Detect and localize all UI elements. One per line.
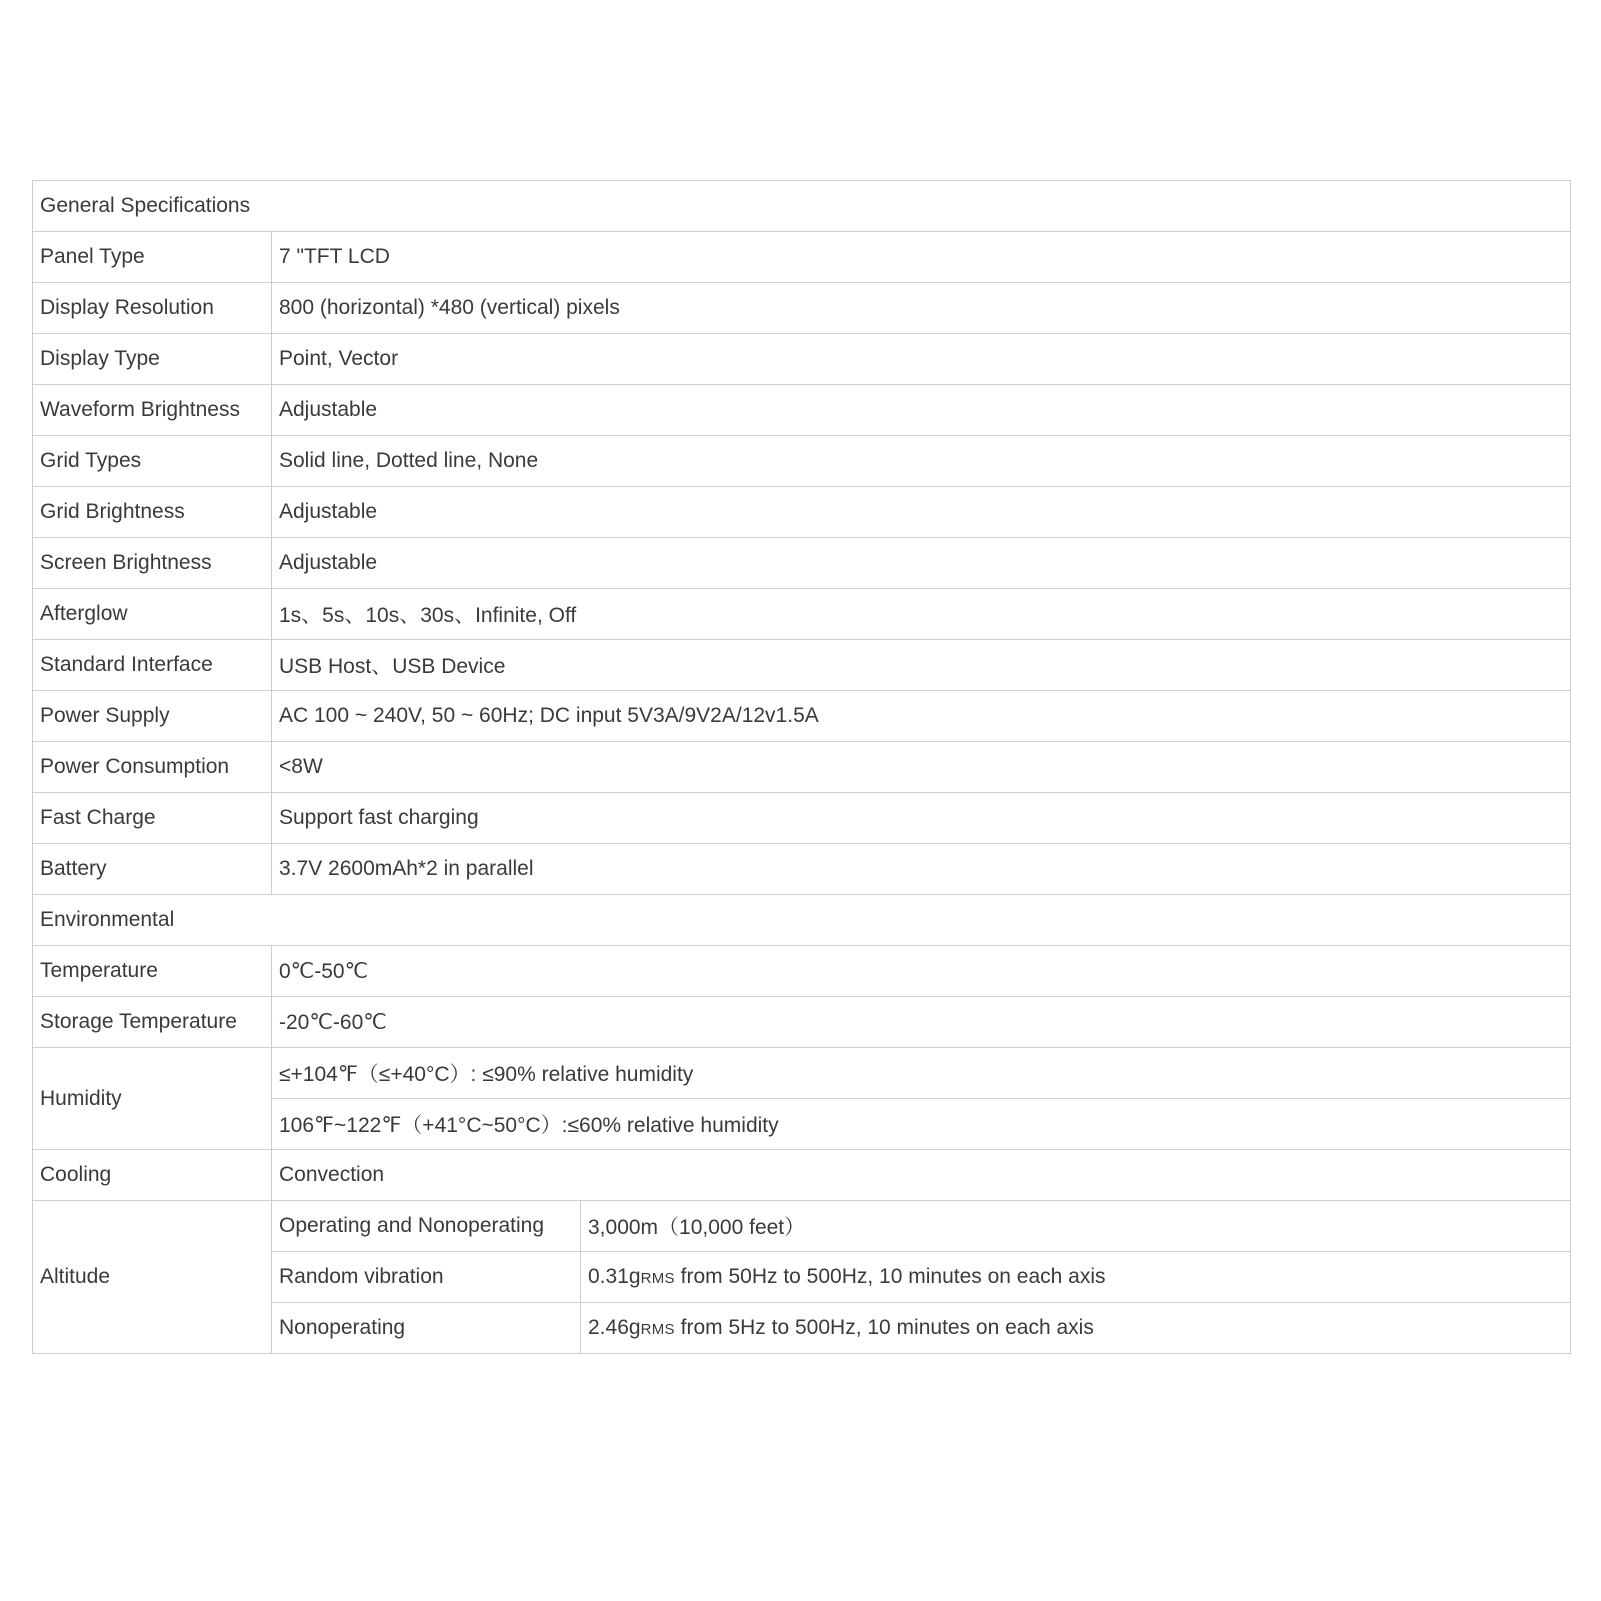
spec-label: Temperature bbox=[33, 946, 272, 997]
table-row bbox=[33, 946, 1571, 997]
section-header-row bbox=[33, 181, 1571, 232]
altitude-value bbox=[581, 1252, 1571, 1303]
spec-value: 7 "TFT LCD bbox=[272, 232, 1571, 283]
table-row bbox=[33, 385, 1571, 436]
table-row bbox=[33, 691, 1571, 742]
spec-label: Afterglow bbox=[33, 589, 272, 640]
spec-value: Adjustable bbox=[272, 538, 1571, 589]
spec-value: 1s、5s、10s、30s、Infinite, Off bbox=[272, 589, 1571, 640]
altitude-sublabel: Operating and Nonoperating bbox=[272, 1201, 581, 1252]
altitude-sublabel: Random vibration bbox=[272, 1252, 581, 1303]
table-row bbox=[33, 1201, 1571, 1252]
spec-label: Grid Types bbox=[33, 436, 272, 487]
altitude-label: Altitude bbox=[33, 1201, 272, 1354]
table-row bbox=[33, 283, 1571, 334]
section-header-environmental: Environmental bbox=[33, 895, 1571, 946]
table-row bbox=[33, 232, 1571, 283]
value-text: from 5Hz to 500Hz, 10 minutes on each axis bbox=[674, 1316, 1094, 1339]
table-row bbox=[33, 742, 1571, 793]
humidity-value: ≤+104℉（≤+40°C）: ≤90% relative humidity bbox=[272, 1048, 1571, 1099]
spec-label: Storage Temperature bbox=[33, 997, 272, 1048]
table-row bbox=[33, 640, 1571, 691]
table-row bbox=[33, 436, 1571, 487]
spec-label: Waveform Brightness bbox=[33, 385, 272, 436]
spec-label: Fast Charge bbox=[33, 793, 272, 844]
spec-value: 0℃-50℃ bbox=[272, 946, 1571, 997]
spec-table bbox=[32, 180, 1571, 1354]
spec-value: Solid line, Dotted line, None bbox=[272, 436, 1571, 487]
spec-value: AC 100 ~ 240V, 50 ~ 60Hz; DC input 5V3A/9V2A/12v1.5A bbox=[272, 691, 1571, 742]
spec-value: -20℃-60℃ bbox=[272, 997, 1571, 1048]
table-row bbox=[33, 997, 1571, 1048]
humidity-label: Humidity bbox=[33, 1048, 272, 1150]
spec-label: Standard Interface bbox=[33, 640, 272, 691]
spec-value: Adjustable bbox=[272, 385, 1571, 436]
spec-label: Panel Type bbox=[33, 232, 272, 283]
table-row bbox=[33, 844, 1571, 895]
altitude-value bbox=[581, 1201, 1571, 1252]
spec-label: Power Supply bbox=[33, 691, 272, 742]
table-row bbox=[33, 1150, 1571, 1201]
unit-subscript: RMS bbox=[640, 1270, 675, 1287]
altitude-sublabel: Nonoperating bbox=[272, 1303, 581, 1354]
spec-value: Convection bbox=[272, 1150, 1571, 1201]
spec-value: Support fast charging bbox=[272, 793, 1571, 844]
table-row bbox=[33, 487, 1571, 538]
table-row bbox=[33, 538, 1571, 589]
spec-label: Power Consumption bbox=[33, 742, 272, 793]
value-text: 3,000m（10,000 feet） bbox=[588, 1216, 806, 1239]
spec-label: Screen Brightness bbox=[33, 538, 272, 589]
value-text: 2.46g bbox=[588, 1316, 641, 1339]
spec-label: Grid Brightness bbox=[33, 487, 272, 538]
table-row bbox=[33, 1048, 1571, 1099]
table-row bbox=[33, 589, 1571, 640]
spec-value: 800 (horizontal) *480 (vertical) pixels bbox=[272, 283, 1571, 334]
humidity-value: 106℉~122℉（+41°C~50°C）:≤60% relative humidity bbox=[272, 1099, 1571, 1150]
value-text: 0.31g bbox=[588, 1265, 641, 1288]
value-text: from 50Hz to 500Hz, 10 minutes on each axis bbox=[674, 1265, 1106, 1288]
spec-label: Display Resolution bbox=[33, 283, 272, 334]
unit-subscript: RMS bbox=[640, 1321, 675, 1338]
altitude-value bbox=[581, 1303, 1571, 1354]
spec-value: USB Host、USB Device bbox=[272, 640, 1571, 691]
spec-value: Point, Vector bbox=[272, 334, 1571, 385]
table-row bbox=[33, 793, 1571, 844]
spec-value: Adjustable bbox=[272, 487, 1571, 538]
spec-value: 3.7V 2600mAh*2 in parallel bbox=[272, 844, 1571, 895]
section-header-row bbox=[33, 895, 1571, 946]
spec-label: Battery bbox=[33, 844, 272, 895]
section-header-general: General Specifications bbox=[33, 181, 1571, 232]
spec-value: <8W bbox=[272, 742, 1571, 793]
table-row bbox=[33, 334, 1571, 385]
spec-label: Display Type bbox=[33, 334, 272, 385]
spec-label: Cooling bbox=[33, 1150, 272, 1201]
